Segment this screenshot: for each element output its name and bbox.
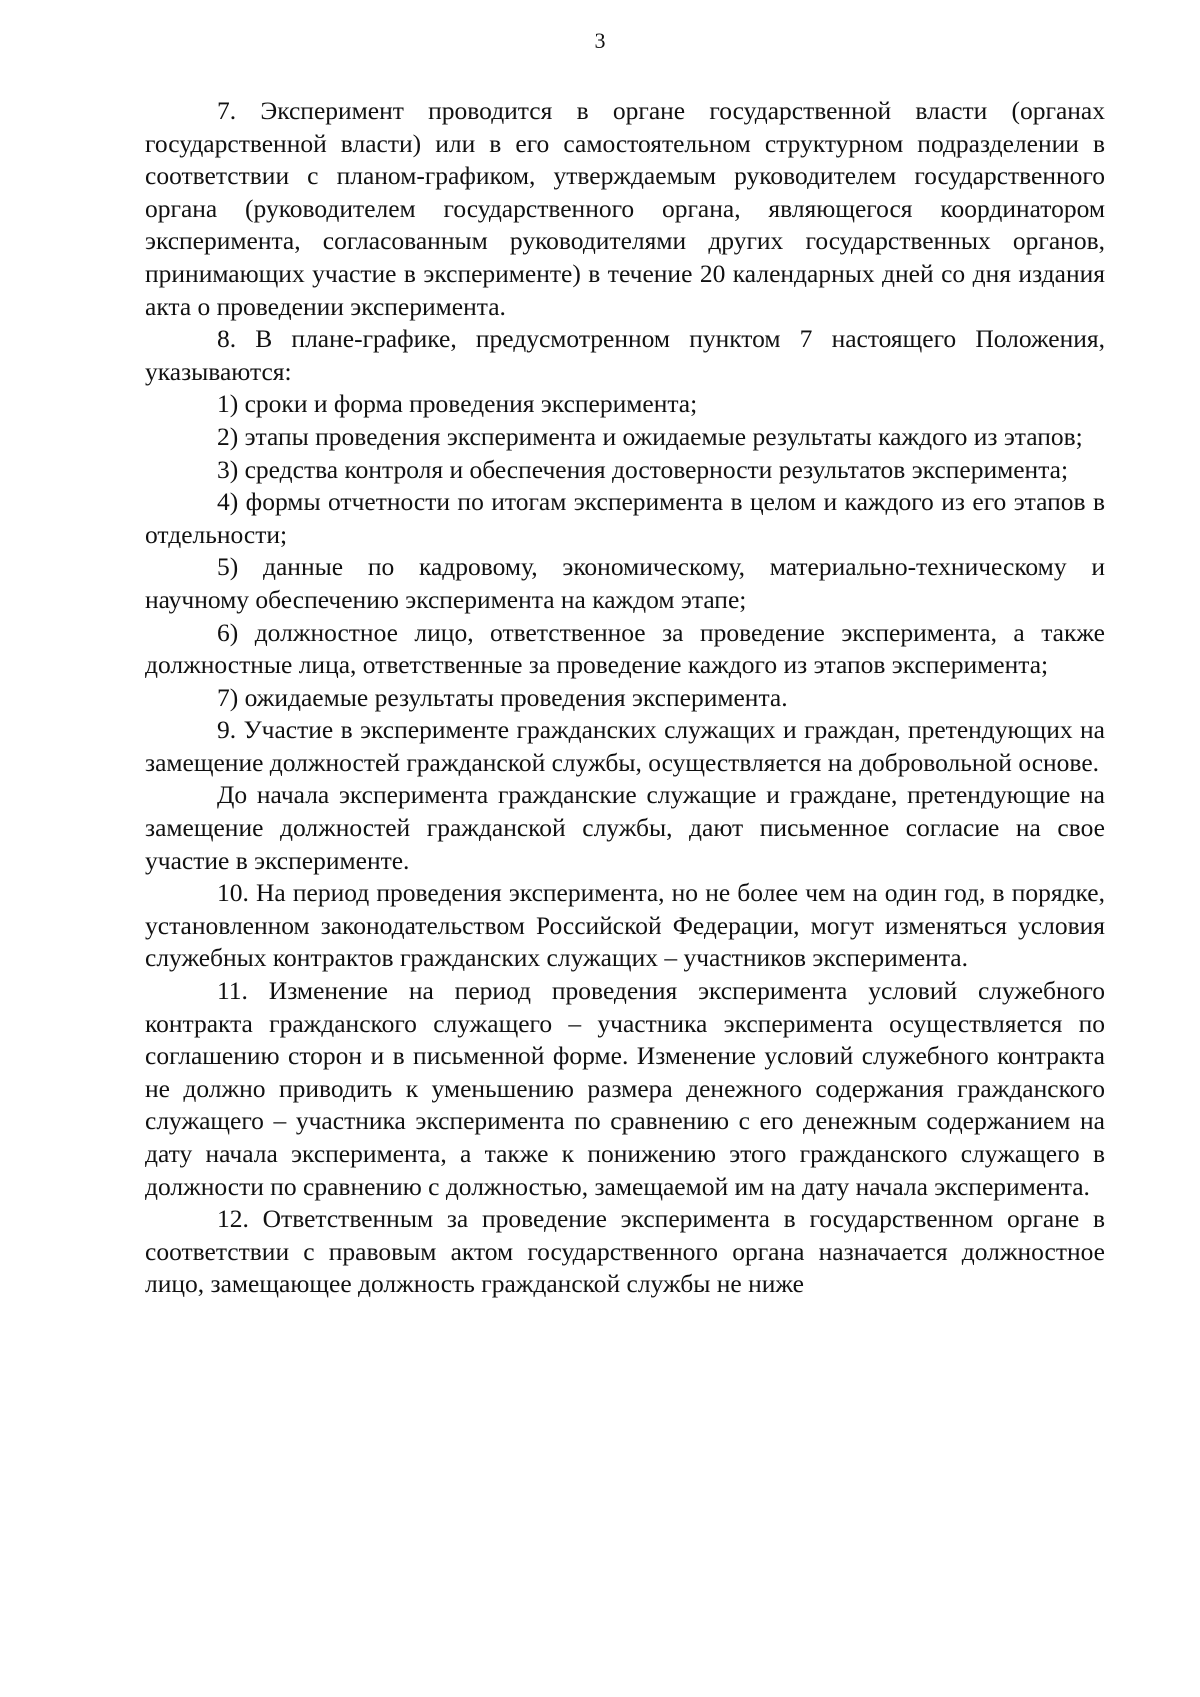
paragraph-11: 11. Изменение на период проведения эксперимента условий служебного контракта гражданского служащего – участника эксперимента осуществляется по соглашению сторон и в письменной форме. Изменение условий служебного контракта не должно приводить к уменьшению размера денежного содержания гражданского служащего – участника эксперимента по сравнению с его денежным содержанием на дату начала эксперимента, а также к понижению этого гражданского служащего в должности по сравнению с должностью, замещаемой им на дату начала эксперимента.	[145, 976, 1105, 1201]
paragraph-10: 10. На период проведения эксперимента, но не более чем на один год, в порядке, установленном законодательством Российской Федерации, могут изменяться условия служебных контрактов гражданских служащих – участников эксперимента.	[145, 878, 1105, 973]
paragraph-9: 9. Участие в эксперименте гражданских служащих и граждан, претендующих на замещение должностей гражданской службы, осуществляется на добровольной основе.	[145, 715, 1105, 777]
list-item-3: 3) средства контроля и обеспечения достоверности результатов эксперимента;	[217, 454, 1069, 484]
list-item-6: 6) должностное лицо, ответственное за проведение эксперимента, а также должностные лица, ответственные за проведение каждого из этапов эксперимента;	[145, 617, 1105, 680]
paragraph-7: 7. Эксперимент проводится в органе государственной власти (органах государственной власти) или в его самостоятельном структурном подразделении в соответствии с планом-графиком, утверждаемым руководителем государственного органа (руководителем государственного органа, являющегося координатором эксперимента, согласованным руководителями других государственных органов, принимающих участие в эксперименте) в течение 20 календарных дней со дня издания акта о проведении эксперимента.	[145, 96, 1105, 321]
paragraph-12: 12. Ответственным за проведение эксперимента в государственном органе в соответствии с правовым актом государственного органа назначается должностное лицо, замещающее должность гражданской службы не ниже	[145, 1204, 1105, 1299]
paragraph-9-continuation: До начала эксперимента гражданские служащие и граждане, претендующие на замещение должностей гражданской службы, дают письменное согласие на свое участие в эксперименте.	[145, 780, 1105, 875]
paragraph-8: 8. В плане-графике, предусмотренном пунктом 7 настоящего Положения, указываются:	[145, 324, 1105, 386]
page-number: 3	[594, 28, 606, 53]
list-item-5: 5) данные по кадровому, экономическому, материально-техническому и научному обеспечению эксперимента на каждом этапе;	[145, 552, 1105, 614]
list-item-2: 2) этапы проведения эксперимента и ожидаемые результаты каждого из этапов;	[217, 421, 1083, 451]
list-item-1: 1) сроки и форма проведения эксперимента;	[217, 389, 698, 419]
document-body	[145, 95, 1105, 1301]
list-item-7: 7) ожидаемые результаты проведения эксперимента.	[217, 682, 788, 712]
list-item-4: 4) формы отчетности по итогам эксперимента в целом и каждого из его этапов в отдельности;	[145, 487, 1105, 549]
